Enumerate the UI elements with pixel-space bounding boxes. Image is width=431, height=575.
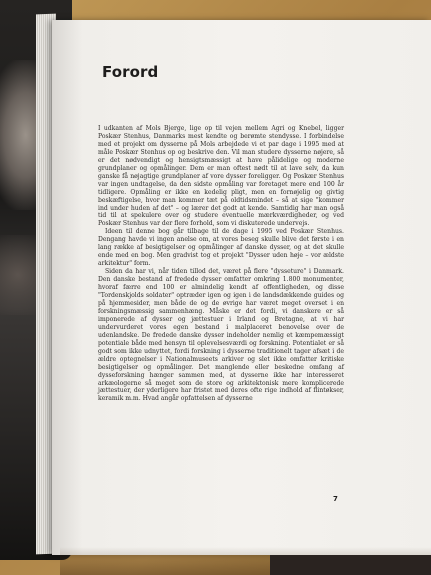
page-title: Forord [102,63,159,81]
paragraph-3: Siden da har vi, når tiden tillod det, været på flere "dysseture" i Danmark. Den danske bestand af fredede dysser omfatter omkring 1.800 monumenter, hvoraf færre end 100 er almindelig kendt af offentligheden, og disse "Tordenskjolds soldater" optræder igen og igen i de landsdækkende guides og på hjemmesider, men både de og de øvrige har været meget overset i en forskningsmæssig sammenhæng. Måske er det fordi, vi danskere er så imponerede af dysser og jættestuer i Irland og Bretagne, at vi har undervurderet vores egen bestand i malplaceret benovelse over de udenlandske. De fredede danske dysser indeholder nemlig et kæmpemæssigt potentiale både med hensyn til oplevelsesværdi og forskning. Potentialet er så godt som ikke udnyttet, fordi forskning i dysserne traditionelt tager afsæt i de ældre optegnelser i Nationalmuseets arkiver og slet ikke omfatter kritiske besigtigelser og opmålinger. Det manglende eller beskedne omfang af dysseforskning hænger sammen med, at dysserne ikke har interesseret arkæologerne så meget som de store og arkitektonisk mere komplicerede jættestuer, der yderligere har fristet med deres ofte rige indhold af flintøkser, keramik m.m. Hvad angår opfattelsen af dysserne [98,268,344,403]
paragraph-1: I udkanten af Mols Bjerge, lige op til vejen mellem Agri og Knebel, ligger Poskær Stenhus, Danmarks mest kendte og berømte stendysse. I forbindelse med et projekt om dysserne på Mols arbejdede vi et par dage i 1995 med at måle Poskær Stenhus op og beskrive den. Vil man studere dysserne nøjere, så er det nødvendigt og hensigtsmæssigt at have pålidelige og moderne grundplaner og opmålinger. Dem er man oftest nødt til at lave selv, da kun ganske få nøjagtige grundplaner af vore dysser foreligger. Og Poskær Stenhus var ingen undtagelse, da den sidste opmåling var foretaget mere end 100 år tidligere. Opmåling er ikke en kedelig pligt, men en fornøjelig og givtig beskæftigelse, hvor man kommer tæt på oldtidsmindet – så at sige "kommer ind under huden af det" – og lærer det godt at kende. Samtidig har man også tid til at spekulere over og studere eventuelle mærkværdigheder, og ved Poskær Stenhus var der flere forhold, som vi diskuterede undervejs. [98,125,344,228]
dark-object-corner [270,555,431,575]
paragraph-2: Ideen til denne bog går tilbage til de dage i 1995 ved Poskær Stenhus. Dengang havde vi ingen anelse om, at vores beseg skulle blive det første i en lang række af besigtigelser og opmålinger af danske dysser, og at det skulle ende med en bog. Men gradvist tog et projekt "Dysser uden høje – vor ældste arkitektur" form. [98,228,344,268]
body-text [98,125,344,403]
page-number: 7 [333,495,338,503]
